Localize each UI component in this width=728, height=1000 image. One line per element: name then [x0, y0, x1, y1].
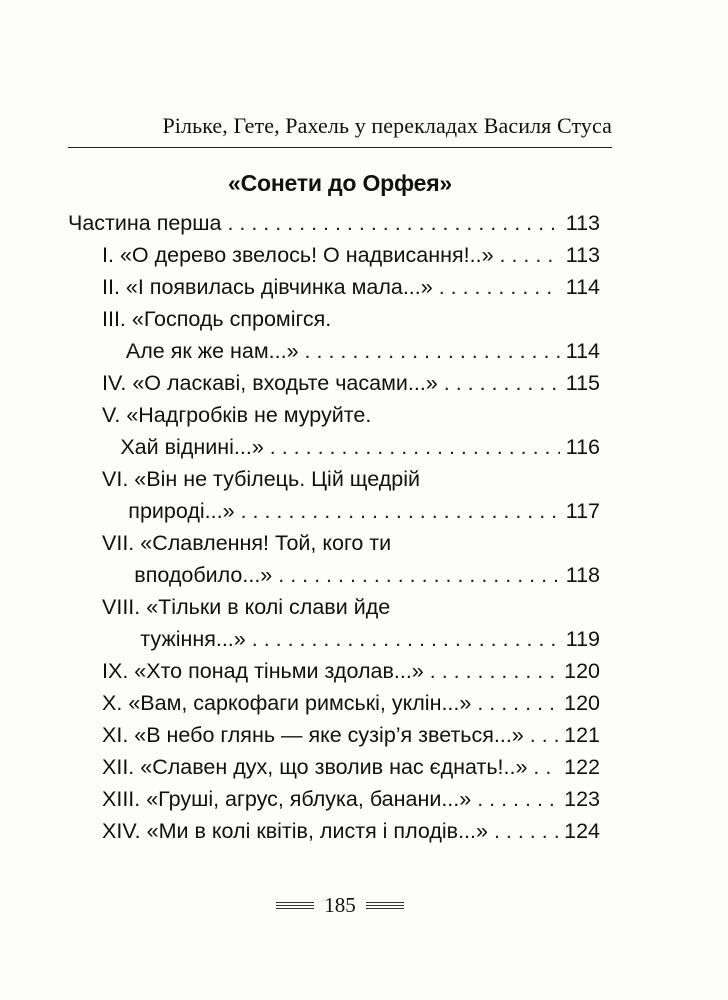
page-number: 185	[324, 893, 356, 917]
toc-entry-page: 114	[565, 275, 600, 299]
toc-entry-number: VIII.	[102, 595, 141, 619]
toc-entry	[68, 783, 600, 815]
toc-entry-title: «В небо глянь — яке сузір’я зветься...»	[134, 723, 524, 747]
page-footer	[68, 893, 612, 918]
toc-entry-title: «О ласкаві, входьте часами...»	[132, 371, 438, 395]
dot-leader	[477, 783, 558, 815]
toc-entry	[68, 815, 600, 847]
right-ornament	[366, 900, 404, 911]
toc-entry-page: 118	[565, 563, 600, 587]
dot-leader	[533, 751, 558, 783]
toc-entry-number: XI.	[102, 723, 129, 747]
toc-entry-title: «Славлення! Той, кого ти	[140, 531, 392, 555]
toc-entry-title-cont: природі...»	[128, 499, 235, 523]
header-rule	[68, 147, 612, 148]
toc-entry-number: IV.	[102, 371, 127, 395]
dot-leader	[500, 239, 560, 271]
left-ornament	[276, 900, 314, 911]
toc-entry	[68, 591, 600, 655]
toc-entry	[68, 303, 600, 367]
toc-entry-number: II.	[102, 275, 120, 299]
dot-leader	[278, 559, 559, 591]
toc-entry-page: 121	[564, 723, 600, 747]
toc-entry	[68, 239, 600, 271]
dot-leader	[477, 687, 558, 719]
dot-leader	[241, 495, 560, 527]
section-title: «Сонети до Орфея»	[227, 170, 453, 196]
toc-entry-title-cont: вподобило...»	[134, 563, 273, 587]
toc-entry	[68, 399, 600, 463]
toc-entry-number: V.	[102, 403, 121, 427]
toc-entry-title: «Тільки в колі слави йде	[146, 595, 391, 619]
toc-entry-title: «Він не тубілець. Цій щедрій	[134, 467, 421, 491]
toc-entry	[68, 655, 600, 687]
toc-entry-title: «Вам, саркофаги римські, уклін...»	[128, 691, 472, 715]
toc-entry-page: 120	[564, 691, 600, 715]
toc-entry-page: 122	[564, 755, 600, 779]
toc-entry-title: «Груші, агрус, яблука, банани...»	[146, 787, 472, 811]
toc-entry-page: 114	[565, 339, 600, 363]
toc-entry	[68, 527, 600, 591]
dot-leader	[270, 431, 560, 463]
toc-entry-number: XII.	[102, 755, 135, 779]
toc-entry-title-cont: тужіння...»	[140, 627, 246, 651]
toc-entry-number: III.	[102, 307, 126, 331]
dot-leader	[252, 623, 560, 655]
toc-entry-title-cont: Але як же нам...»	[125, 339, 299, 363]
dot-leader	[530, 719, 558, 751]
toc-entry	[68, 751, 600, 783]
toc-entry	[68, 271, 600, 303]
dot-leader	[444, 367, 560, 399]
toc-entry-title: Частина перша	[68, 211, 222, 235]
toc-entry-page: 117	[565, 499, 600, 523]
running-head: Рільке, Гете, Рахель у перекладах Василя Стуса	[162, 113, 612, 138]
toc-entry-page: 120	[564, 659, 600, 683]
toc-entry-title-cont: Хай віднині...»	[120, 435, 264, 459]
toc-entry-title: «Господь спромігся.	[131, 307, 332, 331]
dot-leader	[227, 207, 559, 239]
dot-leader	[305, 335, 560, 367]
toc-entry-page: 115	[565, 371, 600, 395]
toc-entry-page: 113	[565, 243, 600, 267]
dot-leader	[430, 655, 558, 687]
toc-entry-number: XIV.	[102, 819, 141, 843]
toc-entry-page: 119	[565, 627, 600, 651]
toc-entry-title: «І появилась дівчинка мала...»	[125, 275, 433, 299]
toc-entry-title: «О дерево звелось! О надвисання!..»	[119, 243, 494, 267]
dot-leader	[494, 815, 558, 847]
toc-entry-page: 113	[565, 211, 600, 235]
toc-entry-page: 116	[565, 435, 600, 459]
toc-entry-number: I.	[102, 243, 114, 267]
toc-entry	[68, 207, 600, 239]
toc-entry-title: «Надгробків не муруйте.	[126, 403, 372, 427]
toc-entry	[68, 719, 600, 751]
toc-entry	[68, 463, 600, 527]
toc-entry-page: 124	[564, 819, 600, 843]
dot-leader	[439, 271, 560, 303]
toc-entry	[68, 367, 600, 399]
table-of-contents	[68, 207, 600, 847]
toc-entry-number: XIII.	[102, 787, 141, 811]
toc-entry-number: VII.	[102, 531, 135, 555]
toc-entry-title: «Славен дух, що зволив нас єднать!..»	[140, 755, 528, 779]
toc-entry-number: IX.	[102, 659, 129, 683]
toc-entry	[68, 687, 600, 719]
toc-entry-page: 123	[564, 787, 600, 811]
toc-entry-number: VI.	[102, 467, 129, 491]
toc-entry-title: «Ми в колі квітів, листя і плодів...»	[146, 819, 488, 843]
toc-entry-title: «Хто понад тіньми здолав...»	[134, 659, 424, 683]
toc-entry-number: X.	[102, 691, 123, 715]
